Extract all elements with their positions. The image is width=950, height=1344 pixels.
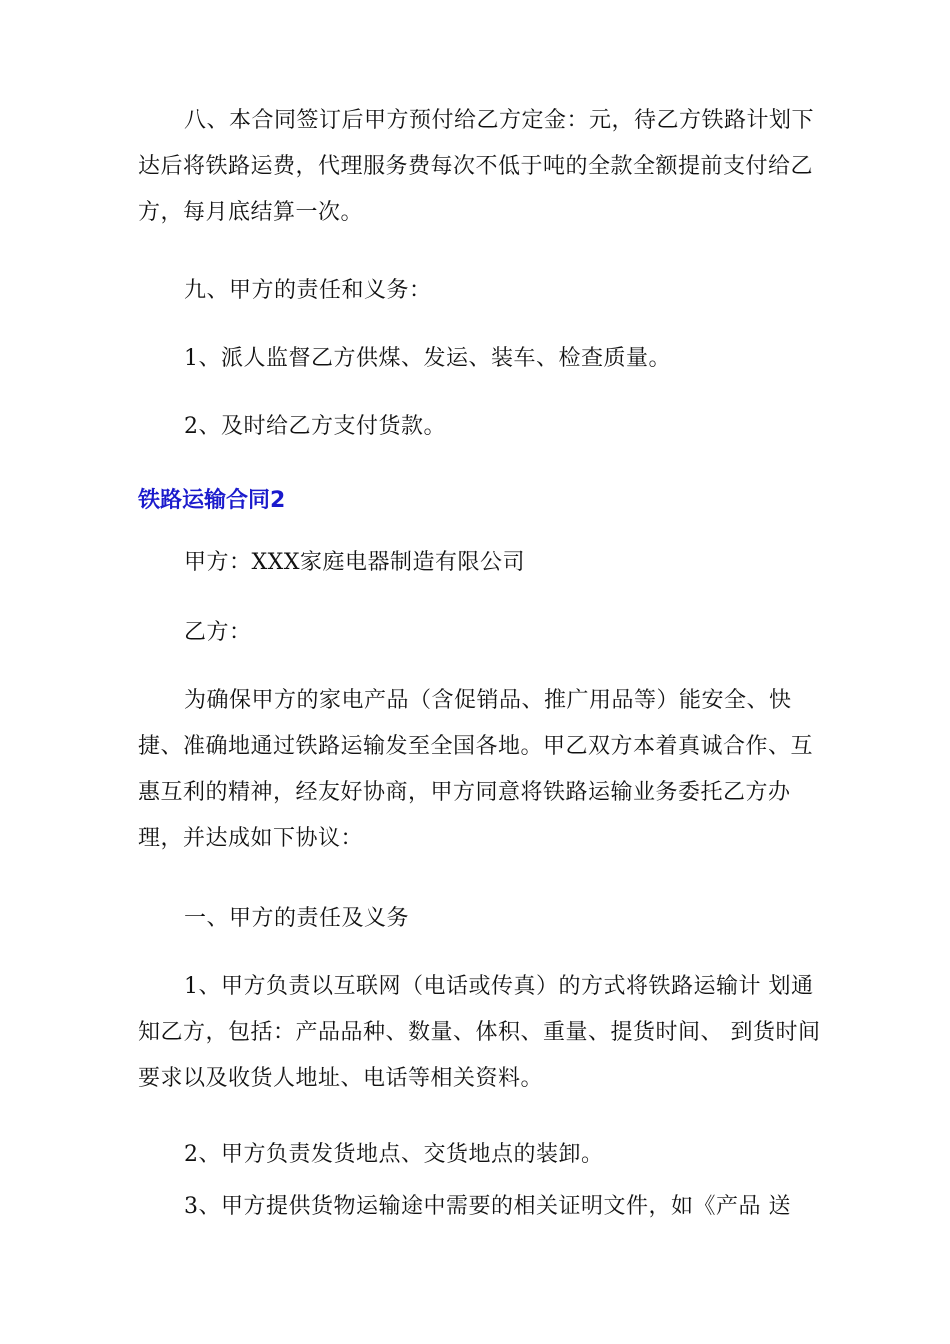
clause-9-item-1: 1、派人监督乙方供煤、发运、装车、检查质量。 (184, 346, 671, 371)
clause-9-item-2: 2、及时给乙方支付货款。 (184, 414, 446, 439)
section-heading: 铁路运输合同2 (138, 488, 286, 513)
party-b-line: 乙方： (184, 620, 252, 645)
section-1-item-2: 2、甲方负责发货地点、交货地点的装卸。 (184, 1142, 604, 1167)
party-a-line: 甲方：XXX家庭电器制造有限公司 (184, 550, 525, 575)
section-1-heading: 一、甲方的责任及义务 (184, 906, 410, 931)
section-1-item-3: 3、甲方提供货物运输途中需要的相关证明文件，如《产品 送 (184, 1194, 791, 1219)
section-1-item-1: 1、甲方负责以互联网（电话或传真）的方式将铁路运输计 划通知乙方，包括：产品品种、数量、体积、重量、提货时间、 到货时间要求以及收货人地址、电话等相关资料。 (138, 974, 821, 1091)
clause-8-paragraph: 八、本合同签订后甲方预付给乙方定金：元，待乙方铁路计划下达后将铁路运费，代理服务费每次不低于吨的全款全额提前支付给乙方，每月底结算一次。 (138, 108, 815, 225)
clause-9-heading: 九、甲方的责任和义务： (184, 278, 432, 303)
preamble-paragraph: 为确保甲方的家电产品（含促销品、推广用品等）能安全、快捷、准确地通过铁路运输发至全国各地。甲乙双方本着真诚合作、互惠互利的精神，经友好协商，甲方同意将铁路运输业务委托乙方办理，并达成如下协议： (138, 688, 814, 851)
